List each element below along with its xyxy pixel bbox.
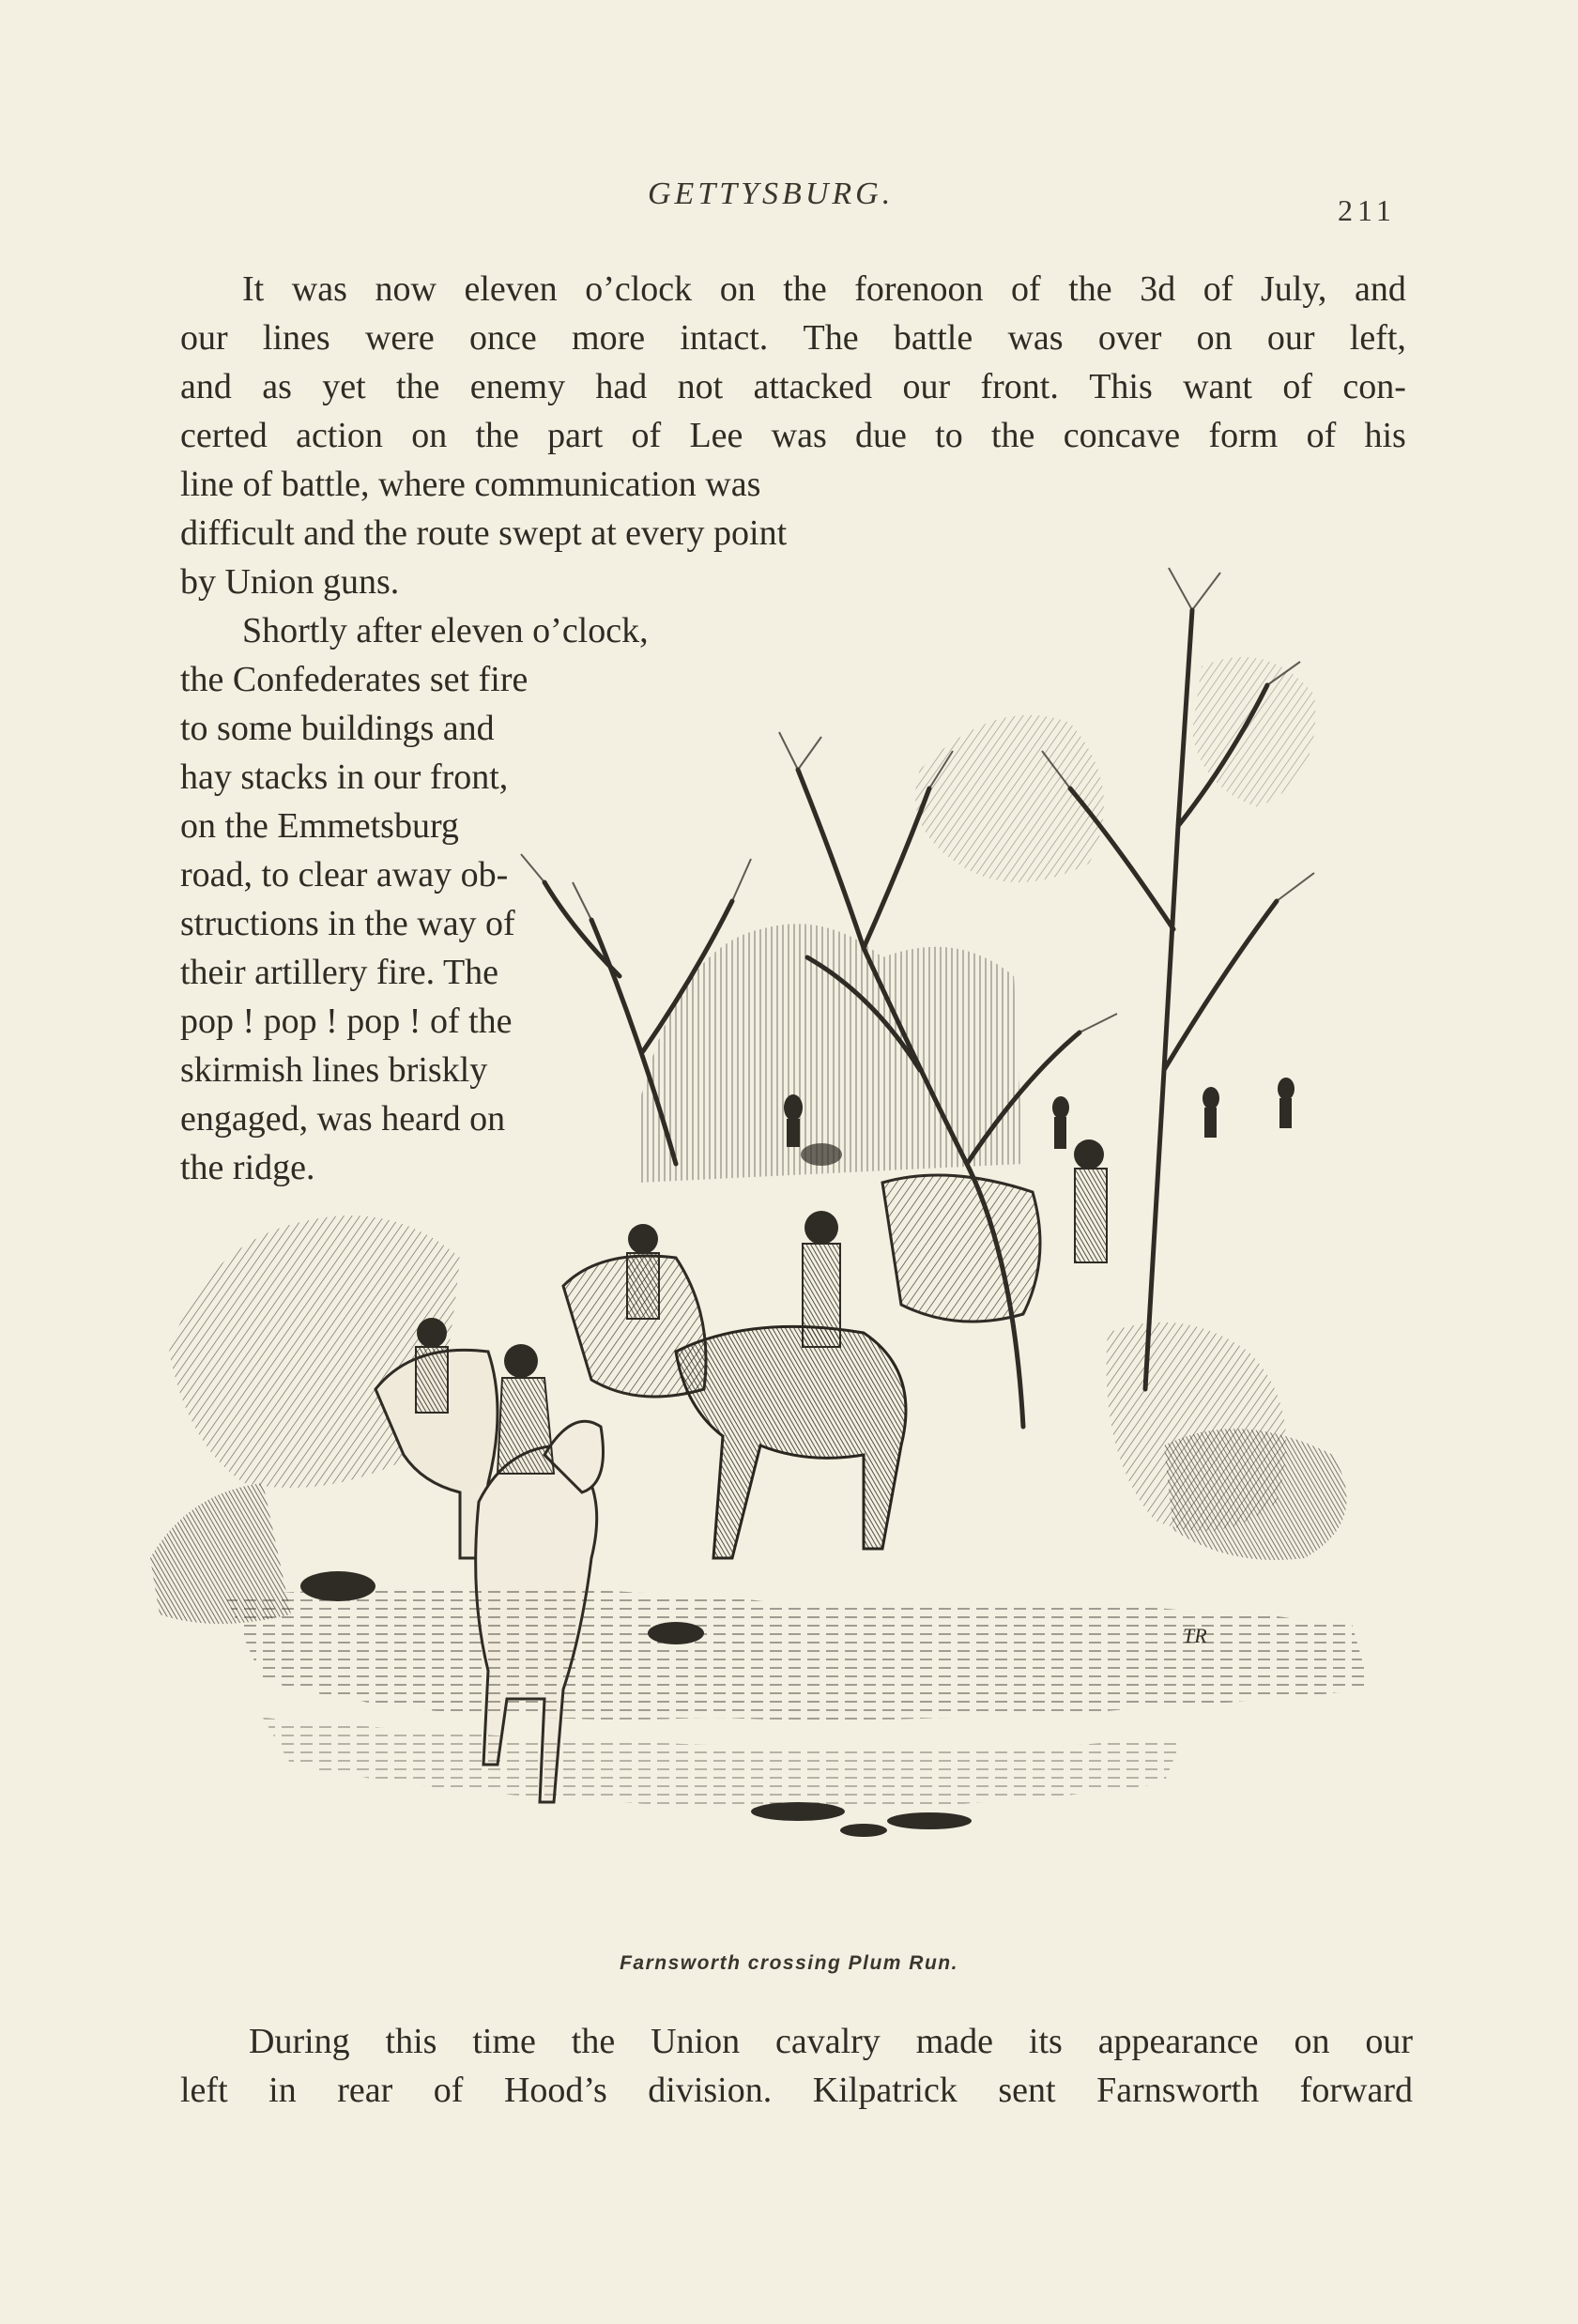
stream-reflection xyxy=(263,1718,1183,1809)
tree-foliage xyxy=(915,715,1104,882)
paragraph-2-line: their artillery fire. The xyxy=(180,953,499,992)
right-bank-bush xyxy=(1164,1429,1347,1560)
paragraph-2-line: on the Emmetsburg xyxy=(180,806,459,846)
paragraph-2-line: engaged, was heard on xyxy=(180,1099,506,1139)
plum-run-stream xyxy=(225,1588,1371,1720)
paragraph-2-line: Shortly after eleven o’clock, xyxy=(242,611,649,650)
paragraph-2-line: road, to clear away ob- xyxy=(180,855,509,894)
paragraph-2-line: to some buildings and xyxy=(180,709,495,748)
farnsworth-illustration xyxy=(150,507,1408,1952)
illustration-caption: Farnsworth crossing Plum Run. xyxy=(620,1952,958,1974)
distant-hill xyxy=(638,924,1023,1183)
paragraph-1-line: by Union guns. xyxy=(180,562,400,602)
paragraph-2-line: the ridge. xyxy=(180,1148,315,1187)
paragraph-1-line: line of battle, where communication was xyxy=(180,465,761,504)
paragraph-2-line: skirmish lines briskly xyxy=(180,1050,488,1090)
page-number: 211 xyxy=(1338,193,1396,227)
paragraph-3-line: During this time the Union cavalry made its appearance on our xyxy=(249,2022,1413,2061)
paragraph-3-line: left in rear of Hood’s division. Kilpatrick sent Farnsworth forward xyxy=(180,2071,1413,2110)
paragraph-2-line: pop ! pop ! pop ! of the xyxy=(180,1001,513,1041)
paragraph-2-line: structions in the way of xyxy=(180,904,515,943)
paragraph-1-line: and as yet the enemy had not attacked our front. This want of con- xyxy=(180,367,1406,406)
paragraph-1-line: difficult and the route swept at every point xyxy=(180,513,788,553)
paragraph-1-line: It was now eleven o’clock on the forenoon of the 3d of July, and xyxy=(242,269,1406,309)
running-head: GETTYSBURG. xyxy=(648,176,895,211)
paragraph-1-line: our lines were once more intact. The battle was over on our left, xyxy=(180,318,1406,358)
paragraph-2-line: the Confederates set fire xyxy=(180,660,529,699)
paragraph-2-line: hay stacks in our front, xyxy=(180,757,509,797)
artist-signature: TR xyxy=(1183,1624,1207,1647)
paragraph-1-line: certed action on the part of Lee was due to the concave form of his xyxy=(180,416,1406,455)
